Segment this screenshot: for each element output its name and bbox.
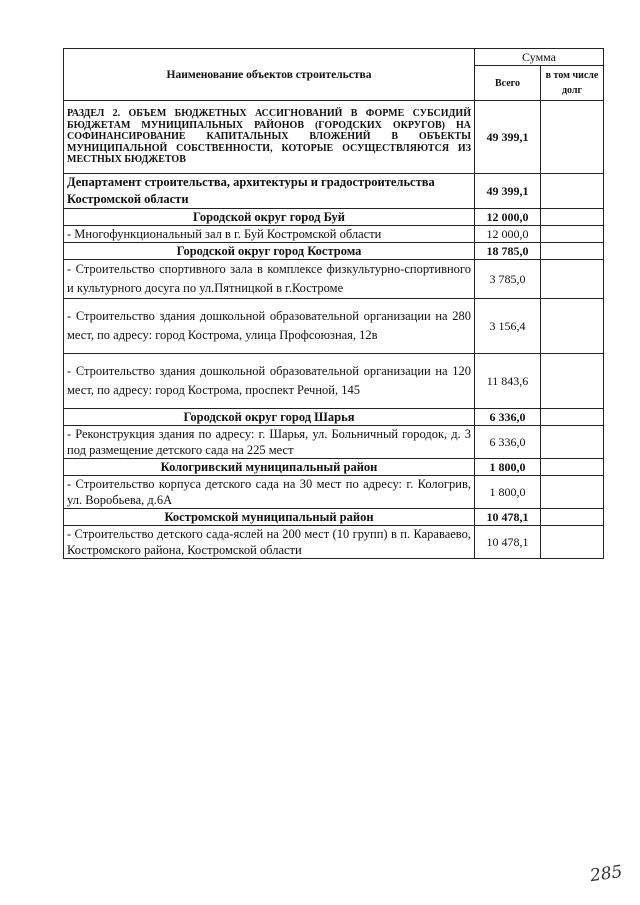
department-debt [541, 174, 604, 209]
object-row [64, 526, 604, 559]
object-row [64, 354, 604, 409]
object-total: 1 800,0 [475, 476, 541, 509]
district-debt [541, 409, 604, 426]
object-name: - Строительство спортивного зала в комплексе физкультурно-спортивного и культурного досуга по ул.Пятницкой в г.Костроме [64, 260, 475, 299]
object-total: 6 336,0 [475, 426, 541, 459]
object-name: - Многофункциональный зал в г. Буй Костромской области [64, 226, 475, 243]
section-title: РАЗДЕЛ 2. ОБЪЕМ БЮДЖЕТНЫХ АССИГНОВАНИЙ В ФОРМЕ СУБСИДИЙ БЮДЖЕТАМ МУНИЦИПАЛЬНЫХ РАЙОНОВ (ГОРОДСКИХ ОКРУГОВ) НА СОФИНАНСИРОВАНИЕ КАПИТАЛЬНЫХ ВЛОЖЕНИЙ В ОБЪЕКТЫ МУНИЦИПАЛЬНОЙ СОБСТВЕННОСТИ, КОТОРЫЕ ОСУЩЕСТВЛЯЮТСЯ ИЗ МЕСТНЫХ БЮДЖЕТОВ [64, 101, 475, 174]
department-total: 49 399,1 [475, 174, 541, 209]
object-row [64, 260, 604, 299]
budget-table [63, 48, 604, 559]
object-name: - Реконструкция здания по адресу: г. Шарья, ул. Больничный городок, д. 3 под размещение детского сада на 225 мест [64, 426, 475, 459]
district-name: Городской округ город Шарья [64, 409, 475, 426]
object-total: 3 785,0 [475, 260, 541, 299]
object-name: - Строительство здания дошкольной образовательной организации на 280 мест, по адресу: город Кострома, улица Профсоюзная, 12в [64, 299, 475, 354]
district-row [64, 509, 604, 526]
object-row [64, 226, 604, 243]
object-debt [541, 354, 604, 409]
object-name: - Строительство здания дошкольной образовательной организации на 120 мест, по адресу: город Кострома, проспект Речной, 145 [64, 354, 475, 409]
district-debt [541, 209, 604, 226]
district-name: Кологривский муниципальный район [64, 459, 475, 476]
object-total: 3 156,4 [475, 299, 541, 354]
district-total: 6 336,0 [475, 409, 541, 426]
object-row [64, 476, 604, 509]
district-row [64, 243, 604, 260]
object-debt [541, 260, 604, 299]
section-total: 49 399,1 [475, 101, 541, 174]
district-total: 18 785,0 [475, 243, 541, 260]
handwritten-page-number: 285 [588, 861, 624, 887]
header-row [64, 49, 604, 66]
department-row [64, 174, 604, 209]
debt-column-header: в том числе долг [541, 66, 604, 101]
district-total: 10 478,1 [475, 509, 541, 526]
district-debt [541, 459, 604, 476]
object-debt [541, 476, 604, 509]
district-debt [541, 243, 604, 260]
object-debt [541, 426, 604, 459]
object-debt [541, 299, 604, 354]
district-debt [541, 509, 604, 526]
district-name: Городской округ город Кострома [64, 243, 475, 260]
total-column-header: Всего [475, 66, 541, 101]
department-name: Департамент строительства, архитектуры и градостроительства Костромской области [64, 174, 475, 209]
district-name: Городской округ город Буй [64, 209, 475, 226]
object-debt [541, 526, 604, 559]
object-total: 12 000,0 [475, 226, 541, 243]
section-row [64, 101, 604, 174]
object-row [64, 426, 604, 459]
district-name: Костромской муниципальный район [64, 509, 475, 526]
district-row [64, 409, 604, 426]
object-debt [541, 226, 604, 243]
object-name: - Строительство корпуса детского сада на 30 мест по адресу: г. Кологрив, ул. Воробьева, д.6А [64, 476, 475, 509]
name-column-header: Наименование объектов строительства [64, 49, 475, 101]
sum-column-header: Сумма [475, 49, 604, 66]
object-total: 10 478,1 [475, 526, 541, 559]
district-row [64, 209, 604, 226]
section-debt [541, 101, 604, 174]
district-total: 12 000,0 [475, 209, 541, 226]
district-row [64, 459, 604, 476]
object-row [64, 299, 604, 354]
object-total: 11 843,6 [475, 354, 541, 409]
district-total: 1 800,0 [475, 459, 541, 476]
object-name: - Строительство детского сада-яслей на 200 мест (10 групп) в п. Караваево, Костромского района, Костромской области [64, 526, 475, 559]
